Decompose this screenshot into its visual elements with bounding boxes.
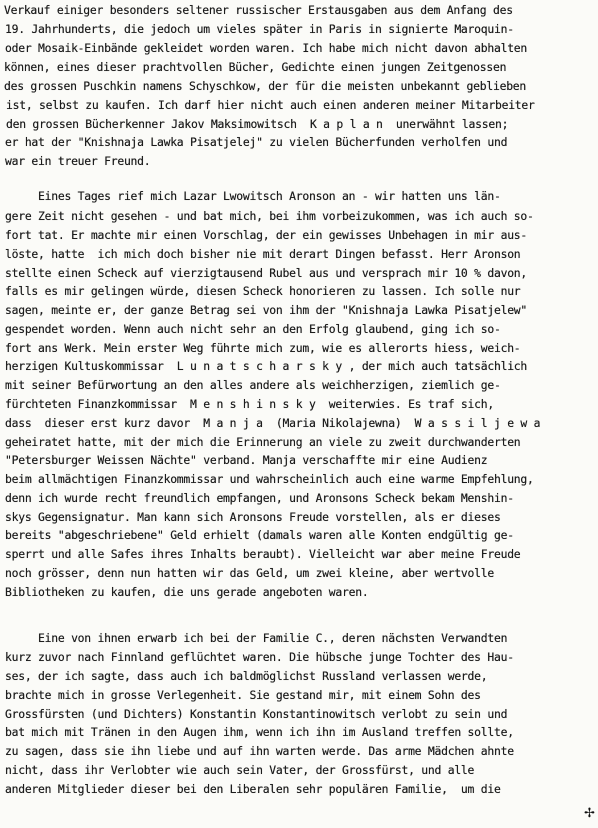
text-line: fort ans Werk. Mein erster Weg führte mich zum, wie es allerorts hiess, weich-	[5, 341, 521, 355]
text-line: mit seiner Befürwortung an den alles andere als weichherzigen, ziemlich ge-	[5, 378, 501, 392]
text-line: können, eines dieser prachtvollen Bücher, Gedichte einen jungen Zeitgenossen	[4, 60, 507, 74]
text-line: Eine von ihnen erwarb ich bei der Familie C., deren nächsten Verwandten	[5, 631, 508, 645]
text-line: denn ich wurde recht freundlich empfangen, und Aronsons Scheck bekam Menshin-	[5, 491, 514, 505]
text-line: ist, selbst zu kaufen. Ich darf hier nicht auch einen anderen meiner Mitarbeiter	[6, 98, 535, 112]
text-line: Bibliotheken zu kaufen, die uns gerade angeboten waren.	[5, 585, 369, 599]
text-line: nicht, dass ihr Verlobter wie auch sein Vater, der Grossfürst, und alle	[5, 763, 475, 777]
text-line: "Petersburger Weissen Nächte" verband. Manja verschaffte mir eine Audienz	[5, 453, 488, 467]
text-line: sperrt und alle Safes ihres Inhalts beraubt). Vielleicht war aber meine Freude	[5, 547, 521, 561]
text-line: des grossen Puschkin namens Schyschkow, der für die meisten unbekannt geblieben	[4, 79, 527, 93]
text-line: falls es mir gelingen würde, diesen Scheck honorieren zu lassen. Ich solle nur	[5, 284, 521, 298]
text-line: bereits "abgeschriebene" Geld erhielt (damals waren alle Konten endgültig ge-	[5, 528, 514, 542]
text-line: gere Zeit nicht gesehen - und bat mich, bei ihm vorbeizukommen, was ich auch so-	[5, 209, 534, 223]
text-line: sagen, meinte er, der ganze Betrag sei von ihm der "Knishnaja Lawka Pisatjelew"	[5, 303, 528, 317]
text-line: kurz zuvor nach Finnland geflüchtet waren. Die hübsche junge Tochter des Hau-	[5, 650, 514, 664]
text-line: skys Gegensignatur. Man kann sich Aronsons Freude vorstellen, als er dieses	[5, 510, 501, 524]
text-line: er hat der "Knishnaja Lawka Pisatjelej" zu vielen Bücherfunden verholfen und	[5, 135, 508, 149]
text-line: fürchteten Finanzkommissar M e n s h i n s k y weiterwies. Es traf sich,	[5, 397, 494, 411]
text-line: herzigen Kultuskommissar L u n a t s c h a r s k y , der mich auch tatsächlich	[5, 359, 528, 373]
text-line: noch grösser, denn nun hatten wir das Geld, um zwei kleine, aber wertvolle	[5, 566, 494, 580]
text-line: geheiratet hatte, mit der mich die Erinnerung an viele zu zweit durchwanderten	[5, 435, 521, 449]
text-line: den grossen Bücherkenner Jakov Maksimowitsch K a p l a n unerwähnt lassen;	[6, 117, 509, 131]
text-line: stellte einen Scheck auf vierzigtausend Rubel aus und versprach mir 10 % davon,	[5, 266, 528, 280]
text-line: ses, der ich sagte, dass auch ich baldmöglichst Russland verlassen werde,	[5, 669, 488, 683]
text-line: dass dieser erst kurz davor M a n j a (Maria Nikolajewna) W a s s i l j e w a	[5, 416, 541, 430]
text-line: löste, hatte ich mich doch bisher nie mit derart Dingen befasst. Herr Aronson	[5, 247, 521, 261]
text-line: zu sagen, dass sie ihn liebe und auf ihn warten werde. Das arme Mädchen ahnte	[5, 744, 514, 758]
text-line: beim allmächtigen Finanzkommissar und wahrscheinlich auch eine warme Empfehlung,	[5, 472, 534, 486]
text-line: gespendet worden. Wenn auch nicht sehr an den Erfolg glaubend, ging ich so-	[5, 322, 501, 336]
ink-mark: ✢	[584, 806, 595, 821]
text-line: brachte mich in grosse Verlegenheit. Sie gestand mir, mit einem Sohn des	[5, 688, 481, 702]
text-line: 19. Jahrhunderts, die jedoch um vieles später in Paris in signierte Maroquin-	[5, 22, 514, 36]
text-line: Verkauf einiger besonders seltener russischer Erstausgaben aus dem Anfang des	[4, 3, 513, 17]
text-line: war ein treuer Freund.	[5, 154, 151, 168]
text-line: anderen Mitglieder dieser bei den Liberalen sehr populären Familie, um die	[5, 782, 501, 796]
text-line: Eines Tages rief mich Lazar Lwowitsch Aronson an - wir hatten uns län-	[5, 189, 501, 203]
text-line: fort tat. Er machte mir einen Vorschlag, der ein gewisses Unbehagen in mir aus-	[5, 228, 528, 242]
text-line: bat mich mit Tränen in den Augen ihm, wenn ich ihn im Ausland treffen sollte,	[5, 725, 514, 739]
text-line: Grossfürsten (und Dichters) Konstantin Konstantinowitsch verlobt zu sein und	[5, 707, 508, 721]
text-line: oder Mosaik-Einbände gekleidet worden waren. Ich habe mich nicht davon abhalten	[5, 41, 528, 55]
